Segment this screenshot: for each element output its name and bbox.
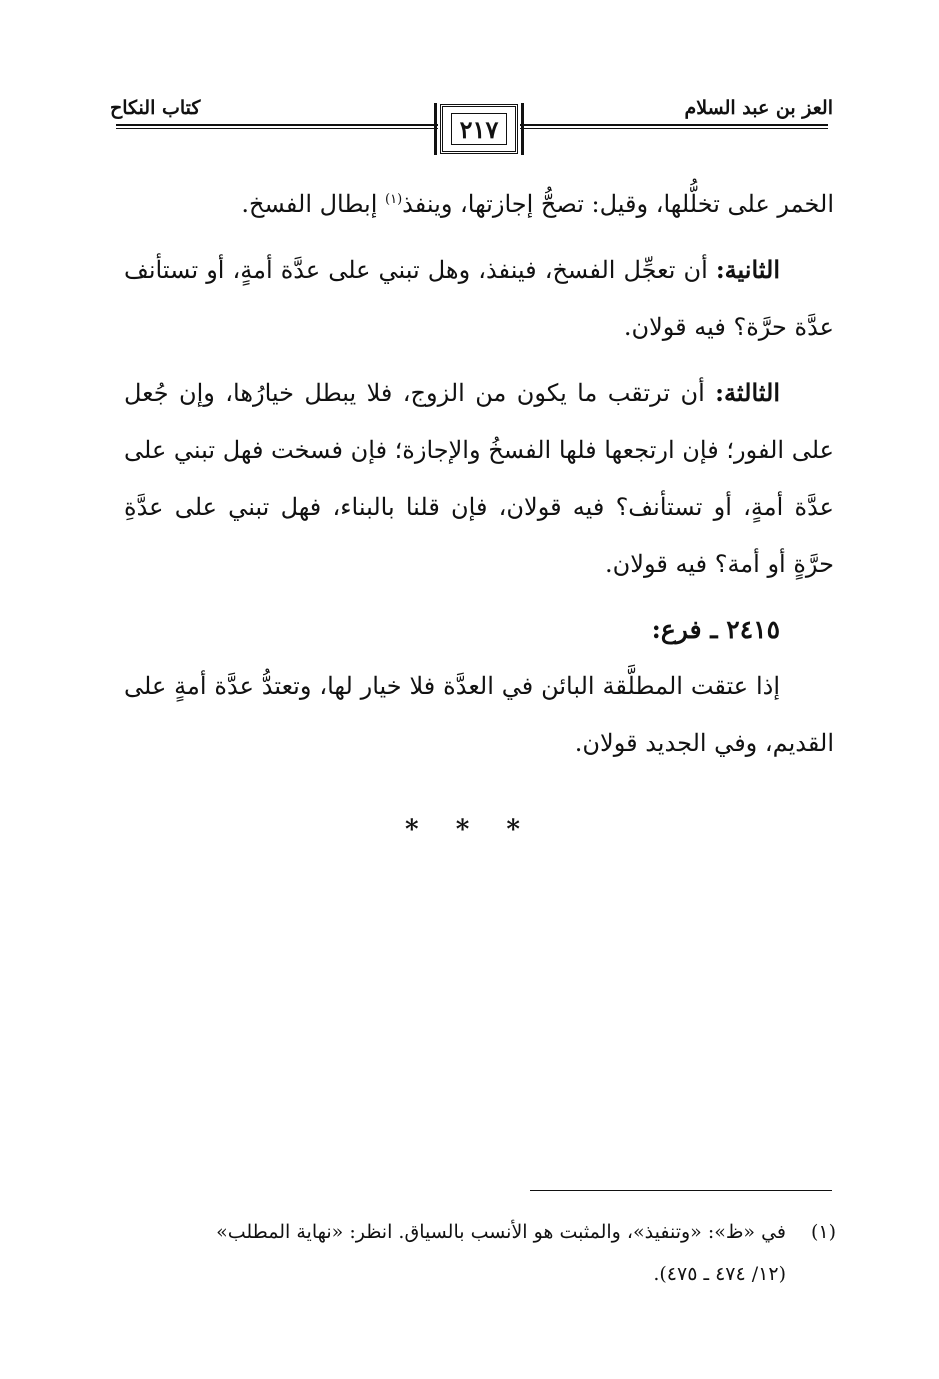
branch-heading: ٢٤١٥ ـ فرع:	[651, 615, 780, 644]
running-header-author: العز بن عبد السلام	[684, 97, 833, 119]
third-lead: الثالثة:	[715, 378, 780, 407]
third-text: أن ترتقب ما يكون من الزوج، فلا يبطل خيارُها، وإن جُعل على الفور؛ فإن ارتجعها فلها الفسخُ والإجازة؛ فإن فسخت فهل تبني على عدَّة أمةٍ، أو تستأنف؟ فيه قولان، فإن قلنا بالبناء، فهل تبني على عدَّةِ حرَّةٍ أو أمة؟ فيه قولان.	[124, 379, 834, 578]
second-lead: الثانية:	[715, 255, 780, 284]
footnote-line-2: (١٢/ ٤٧٤ ـ ٤٧٥).	[653, 1263, 786, 1285]
footnote-rule	[530, 1190, 832, 1191]
footnote-text: في «ظ»: «وتنفيذ»، والمثبت هو الأنسب بالسياق. انظر: «نهاية المطلب»	[216, 1221, 786, 1243]
main-text	[124, 176, 834, 772]
footnote-line-1	[124, 1211, 836, 1253]
frame-ornament-left	[434, 103, 437, 155]
paragraph-1-text: الخمر على تخلُّلها، وقيل: تصحُّ إجازتها، وينفذ	[402, 190, 834, 218]
paragraph-branch: إذا عتقت المطلَّقة البائن في العدَّة فلا خيار لها، وتعتدُّ عدَّة أمةٍ على القديم، وفي الجديد قولان.	[124, 672, 834, 757]
header-rule-left-thin	[116, 128, 438, 129]
section-separator: * * *	[405, 815, 534, 845]
page-number-frame	[440, 104, 518, 154]
header-rule-right-thin	[520, 128, 828, 129]
paragraph-1-end: إبطال الفسخ.	[241, 190, 386, 218]
header-rule-left	[116, 124, 438, 126]
paragraph-second	[124, 241, 834, 356]
paragraph-1	[124, 176, 834, 233]
page-number: ٢١٧	[451, 113, 507, 145]
second-text: أن تعجِّل الفسخ، فينفذ، وهل تبني على عدَّة أمةٍ، أو تستأنف عدَّة حرَّة؟ فيه قولان.	[124, 256, 834, 341]
running-header-section: كتاب النكاح	[110, 97, 201, 119]
frame-ornament-right	[521, 103, 524, 155]
paragraph-third	[124, 364, 834, 593]
header-rule-right	[520, 124, 828, 126]
footnote	[124, 1211, 836, 1295]
footnote-ref: (١)	[385, 192, 403, 207]
footnote-number: (١)	[810, 1221, 836, 1243]
